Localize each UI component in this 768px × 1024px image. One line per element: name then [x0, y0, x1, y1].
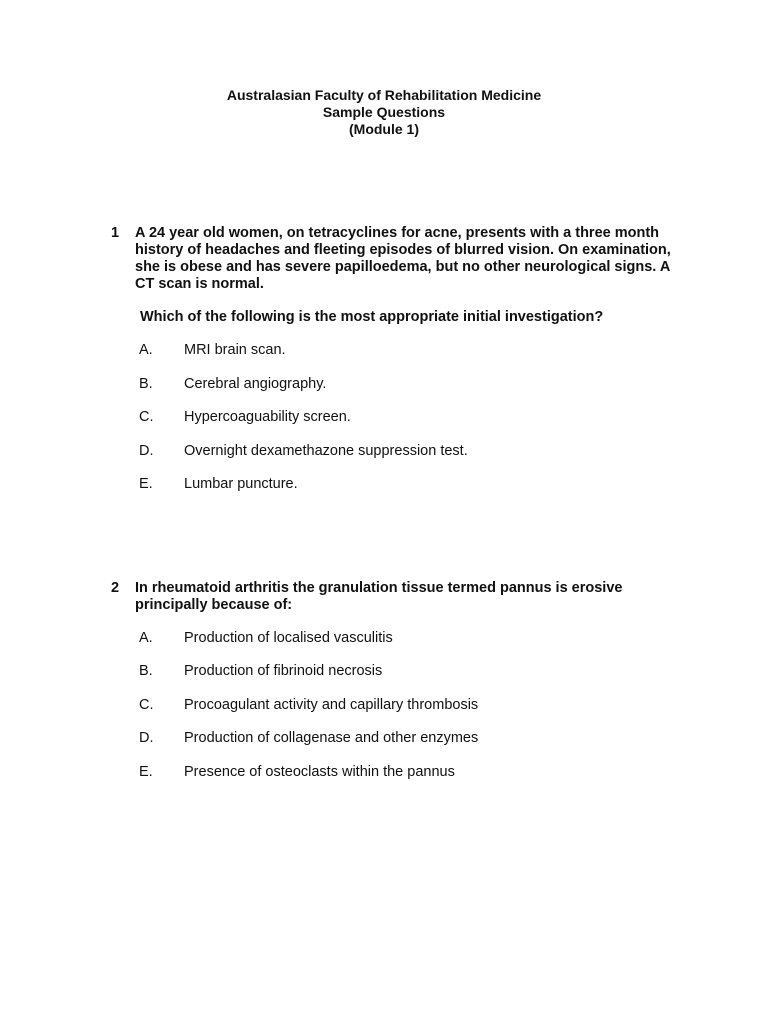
option-text: Procoagulant activity and capillary thrombosis [184, 697, 479, 713]
option-text: Presence of osteoclasts within the pannus [184, 764, 455, 780]
option-letter: B. [139, 663, 153, 679]
document-header [0, 87, 768, 138]
option-text: Production of collagenase and other enzymes [184, 730, 479, 746]
option-text: Lumbar puncture. [184, 476, 298, 492]
option-letter: D. [139, 443, 154, 459]
option-letter: E. [139, 476, 153, 492]
option-text: Overnight dexamethazone suppression test. [184, 443, 468, 459]
option-letter: C. [139, 409, 154, 425]
option-letter: A. [139, 342, 153, 358]
option-text: Production of localised vasculitis [184, 630, 393, 646]
header-line-organization: Australasian Faculty of Rehabilitation Medicine [226, 87, 542, 103]
option-letter: E. [139, 764, 153, 780]
option-text: Cerebral angiography. [184, 376, 327, 392]
option-letter: A. [139, 630, 153, 646]
question-stem: In rheumatoid arthritis the granulation tissue termed pannus is erosive principally because of: [135, 580, 623, 613]
option-letter: B. [139, 376, 153, 392]
question-number: 1 [111, 225, 120, 241]
option-letter: C. [139, 697, 154, 713]
option-text: Production of fibrinoid necrosis [184, 663, 383, 679]
question-number: 2 [111, 580, 120, 596]
option-text: MRI brain scan. [184, 342, 286, 358]
question-stem: A 24 year old women, on tetracyclines for acne, presents with a three month history of headaches and fleeting episodes of blurred vision. On examination, she is obese and has severe papilloedema, but no other neurological signs. A CT scan is normal. [135, 225, 671, 292]
question-prompt: Which of the following is the most appropriate initial investigation? [140, 309, 604, 325]
option-letter: D. [139, 730, 154, 746]
option-text: Hypercoaguability screen. [184, 409, 351, 425]
header-line-title: Sample Questions [322, 104, 446, 120]
header-line-module: (Module 1) [349, 121, 419, 137]
